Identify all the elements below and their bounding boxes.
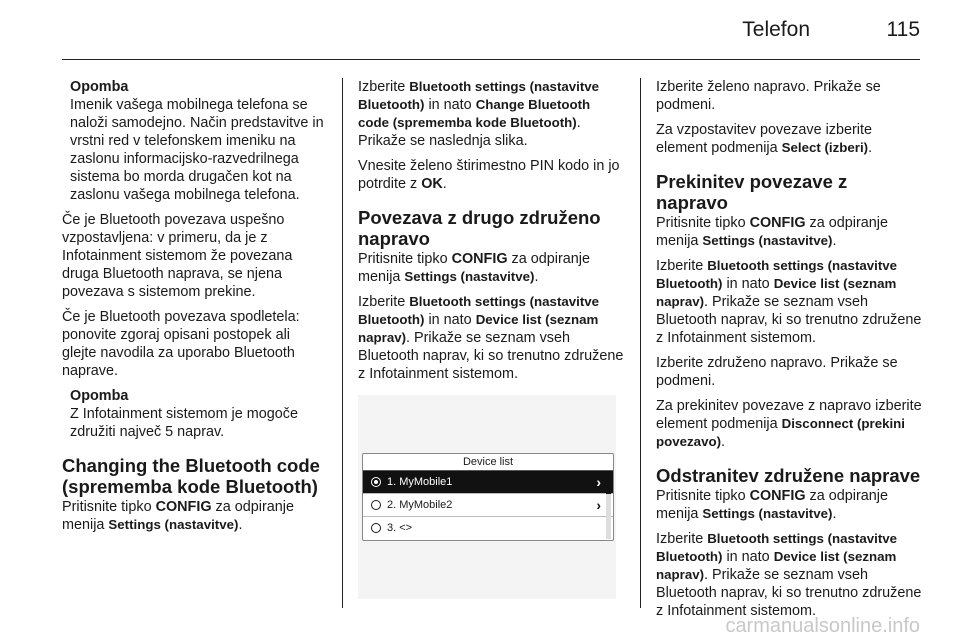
scrollbar [606,471,611,539]
paragraph: Vnesite želeno štirimestno PIN kodo in jo potrdite z OK. [358,158,620,192]
section-heading: Changing the Bluetooth code (sprememba kode Bluetooth) [62,455,320,497]
paragraph: Če je Bluetooth povezava spodletela: ponovite zgoraj opisani postopek ali glejte navodila za uporabo Bluetooth naprave. [62,309,300,379]
device-list-title: Device list [363,454,613,471]
device-list-figure [358,395,616,599]
device-label: 3. <> [387,522,413,534]
paragraph: Pritisnite tipko CONFIG za odpiranje menija Settings (nastavitve). [656,215,888,249]
paragraph: Pritisnite tipko CONFIG za odpiranje menija Settings (nastavitve). [358,251,590,285]
column-3 [656,78,922,627]
device-label: 1. MyMobile1 [387,476,453,488]
column-divider-1 [342,78,343,608]
header-title: Telefon [742,18,810,41]
header-rule [62,59,920,60]
device-list-item[interactable] [363,471,613,494]
paragraph: Izberite Bluetooth settings (nastavitve Bluetooth) in nato Change Bluetooth code (sprememba kode Bluetooth). Prikaže se naslednja slika. [358,79,600,149]
paragraph: Izberite Bluetooth settings (nastavitve Bluetooth) in nato Device list (seznam naprav). Prikaže se seznam vseh Bluetooth naprav, ki so trenutno združene z Infotainment sistemom. [656,258,922,346]
column-1 [62,78,328,541]
note-box [70,78,328,204]
chevron-right-icon: › [596,474,601,490]
device-list-screen [362,453,614,541]
paragraph: Izberite želeno napravo. Prikaže se podmeni. [656,79,881,113]
paragraph: Izberite združeno napravo. Prikaže se podmeni. [656,355,898,389]
radio-empty-icon [371,500,381,510]
device-list-item[interactable] [363,517,613,539]
page-number: 115 [886,18,920,41]
radio-selected-icon [371,477,381,487]
section-heading: Odstranitev združene naprave [656,465,921,486]
device-label: 2. MyMobile2 [387,499,453,511]
note-title: Opomba [70,79,129,95]
note-box [70,387,328,441]
note-text: Z Infotainment sistemom je mogoče združiti največ 5 naprav. [70,406,298,440]
column-2 [358,78,624,599]
note-text: Imenik vašega mobilnega telefona se naloži samodejno. Način predstavitve in vrstni red v telefonskem imeniku na zaslonu informacijsko-razvedrilnega sistema bo morda drugačen kot na zaslonu vašega mobilnega telefona. [70,97,324,203]
paragraph: Za vzpostavitev povezave izberite element podmenija Select (izberi). [656,122,873,156]
chevron-right-icon: › [596,497,601,513]
section-heading: Prekinitev povezave z napravo [656,171,848,213]
paragraph: Pritisnite tipko CONFIG za odpiranje menija Settings (nastavitve). [62,499,294,533]
watermark: carmanualsonline.info [725,615,920,637]
paragraph: Za prekinitev povezave z napravo izberite element podmenija Disconnect (prekini povezavo). [656,398,922,450]
scrollbar-thumb [606,471,611,494]
paragraph: Izberite Bluetooth settings (nastavitve Bluetooth) in nato Device list (seznam naprav). Prikaže se seznam vseh Bluetooth naprav, ki so trenutno združene z Infotainment sistemom. [358,294,624,382]
device-list-item[interactable] [363,494,613,517]
radio-empty-icon [371,523,381,533]
column-divider-2 [640,78,641,608]
paragraph: Če je Bluetooth povezava uspešno vzpostavljena: v primeru, da je z Infotainment sistemom že povezana druga Bluetooth naprava, se njena povezava s sistemom prekine. [62,212,293,300]
paragraph: Izberite Bluetooth settings (nastavitve Bluetooth) in nato Device list (seznam naprav). Prikaže se seznam vseh Bluetooth naprav, ki so trenutno združene z Infotainment sistemom. [656,531,922,619]
paragraph: Pritisnite tipko CONFIG za odpiranje menija Settings (nastavitve). [656,488,888,522]
section-heading: Povezava z drugo združeno napravo [358,207,601,249]
note-title: Opomba [70,388,129,404]
